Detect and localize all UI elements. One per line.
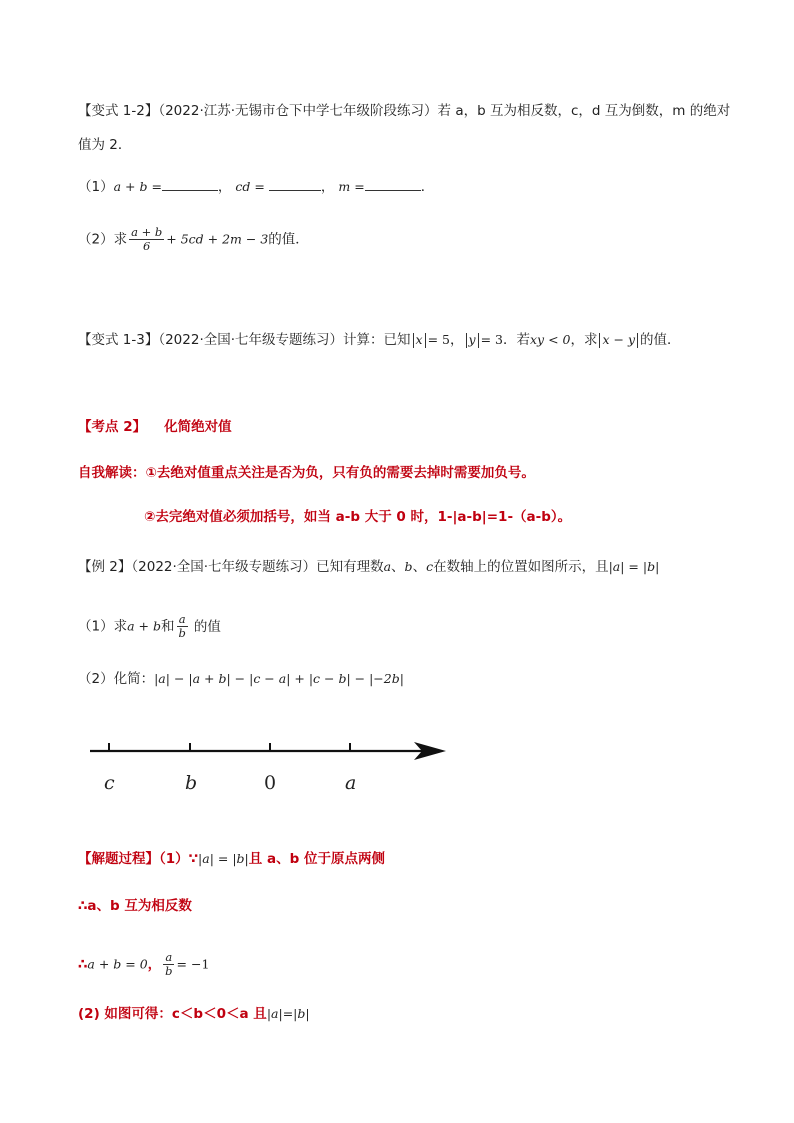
label-b: b bbox=[185, 772, 198, 794]
variant-1-2-question bbox=[78, 101, 730, 121]
answer-blank[interactable] bbox=[162, 178, 218, 191]
self-reading-line1: 自我解读：①去绝对值重点关注是否为负，只有负的需要去掉时需要加负号。 bbox=[78, 465, 535, 481]
variant-tag: 【变式 1-3】 bbox=[78, 332, 159, 348]
source: （2022·江苏·无锡市仓下中学七年级阶段练习） bbox=[158, 103, 438, 119]
question-text: 若 a，b 互为相反数，c，d 互为倒数，m 的绝对 bbox=[437, 103, 731, 119]
answer-blank[interactable] bbox=[269, 178, 321, 191]
solution-tag: 【解题过程】 bbox=[78, 851, 159, 867]
kaodian-tag: 【考点 2】 bbox=[78, 419, 147, 435]
kaodian-2-heading bbox=[78, 417, 232, 437]
source: （2022·全国·七年级专题练习） bbox=[158, 332, 344, 348]
variant-1-3-question: 【变式 1-3】（2022·全国·七年级专题练习）计算：已知 x = 5， y = 3．若xy < 0，求 x − y 的值． bbox=[78, 332, 681, 348]
kaodian-title: 化简绝对值 bbox=[164, 419, 232, 435]
label-0: 0 bbox=[264, 772, 277, 794]
example-2-part1: （1）求a + b和 $\frac{a}{b}$ 的值 bbox=[78, 612, 221, 640]
example-2-part2: （2）化简：|a| − |a + b| − |c − a| + |c − b| − |−2b| bbox=[78, 671, 404, 687]
fraction: $\frac{a}{b}$ bbox=[178, 612, 186, 640]
example-2-question: 【例 2】（2022·全国·七年级专题练习）已知有理数a、b、c在数轴上的位置如图所示，且|a| = |b| bbox=[78, 559, 660, 575]
self-reading-line2: ②去完绝对值必须加括号，如当 a-b 大于 0 时，1-|a-b|=1-（a-b）。 bbox=[144, 509, 572, 525]
example-tag: 【例 2】 bbox=[78, 559, 132, 575]
label-c: c bbox=[104, 772, 115, 794]
label-a: a bbox=[345, 772, 357, 794]
variant-1-2-part1: （1）a + b = ， cd = ， m = ． bbox=[78, 179, 435, 195]
source: （2022·全国·七年级专题练习） bbox=[131, 559, 317, 575]
solution-line1: 【解题过程】（1）∵|a| = |b|且 a、b 位于原点两侧 bbox=[78, 851, 385, 867]
number-line-figure bbox=[86, 730, 456, 805]
variant-1-2-question-cont: 值为 2． bbox=[78, 137, 132, 153]
answer-blank[interactable] bbox=[365, 178, 421, 191]
variant-tag: 【变式 1-2】 bbox=[78, 103, 159, 119]
solution-line2: ∴a、b 互为相反数 bbox=[78, 898, 192, 914]
variant-1-2-part2: （2）求 $\frac{a + b}{6}$ + 5cd + 2m − 3的值． bbox=[78, 225, 309, 253]
solution-line3: ∴a + b = 0， $\frac{a}{b}$ = −1 bbox=[78, 950, 210, 978]
fraction: $\frac{a}{b}$ bbox=[165, 950, 173, 978]
fraction: $\frac{a + b}{6}$ bbox=[131, 225, 163, 253]
solution-line4: (2) 如图可得：c＜b＜0＜a 且|a|=|b| bbox=[78, 1006, 310, 1022]
